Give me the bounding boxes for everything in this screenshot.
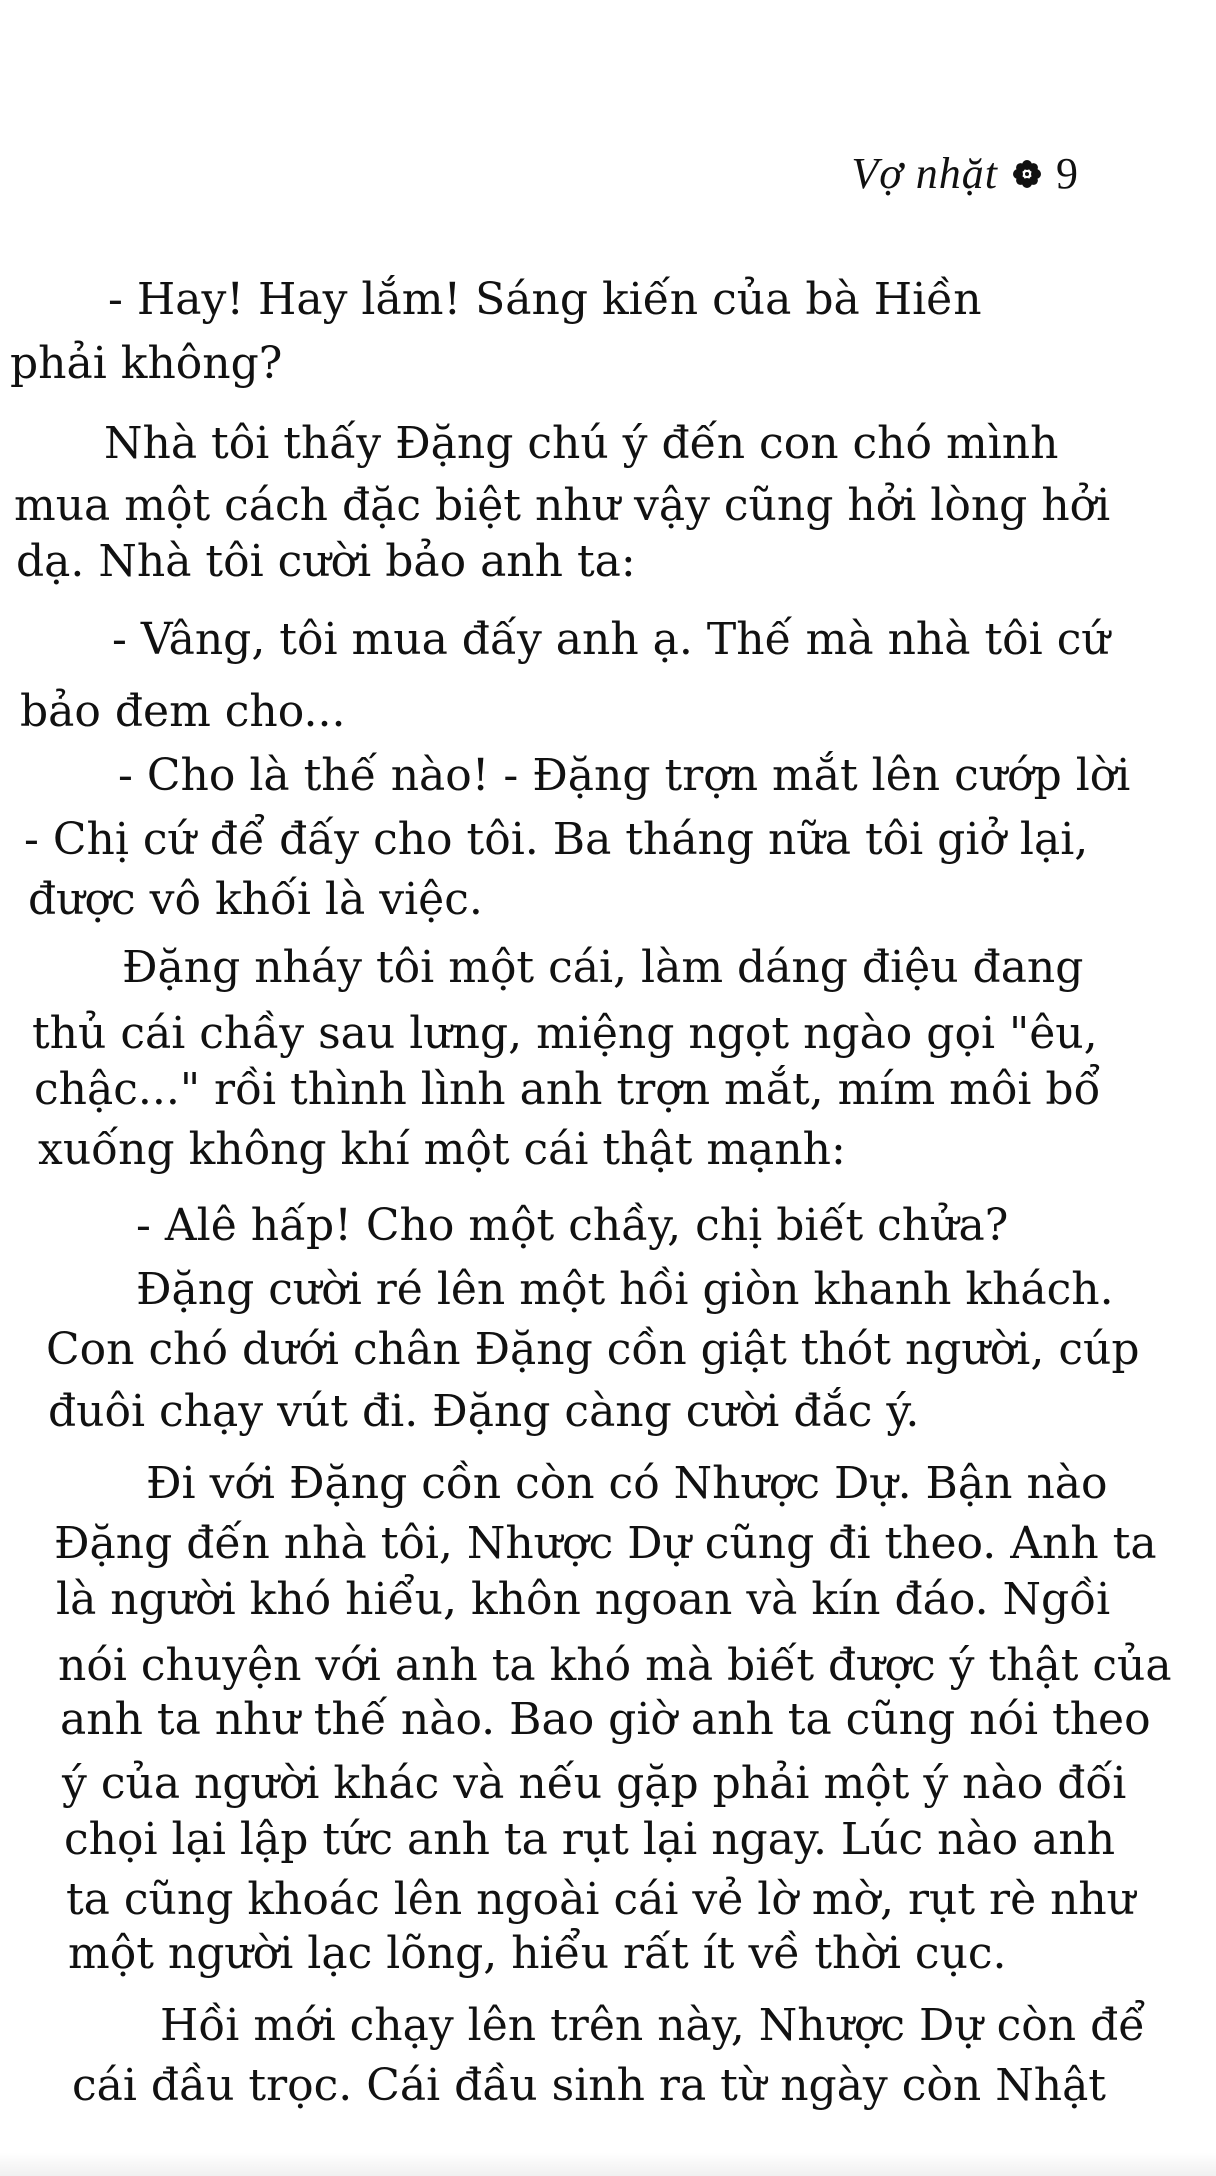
text-line: cái đầu trọc. Cái đầu sinh ra từ ngày còn Nhật <box>72 2060 1106 2111</box>
text-line: - Chị cứ để đấy cho tôi. Ba tháng nữa tôi giở lại, <box>24 814 1089 865</box>
text-line: là người khó hiểu, khôn ngoan và kín đáo. Ngồi <box>56 1574 1111 1625</box>
flower-ornament-icon <box>1012 159 1042 189</box>
text-line: Đặng cười ré lên một hồi giòn khanh khách. <box>136 1264 1114 1315</box>
text-line: Đi với Đặng cồn còn có Nhược Dự. Bận nào <box>146 1458 1108 1509</box>
text-line: thủ cái chầy sau lưng, miệng ngọt ngào gọi "êu, <box>32 1008 1098 1059</box>
text-line: xuống không khí một cái thật mạnh: <box>38 1124 846 1175</box>
text-line: Nhà tôi thấy Đặng chú ý đến con chó mình <box>104 418 1059 469</box>
text-line: chậc..." rồi thình lình anh trợn mắt, mím môi bổ <box>34 1064 1101 1115</box>
text-line: phải không? <box>10 338 283 389</box>
text-line: - Cho là thế nào! - Đặng trợn mắt lên cướp lời <box>118 750 1131 801</box>
text-line: anh ta như thế nào. Bao giờ anh ta cũng nói theo <box>60 1694 1151 1745</box>
text-line: bảo đem cho... <box>20 686 346 737</box>
text-line: mua một cách đặc biệt như vậy cũng hởi lòng hởi <box>14 480 1111 531</box>
text-line: ta cũng khoác lên ngoài cái vẻ lờ mờ, rụt rè như <box>66 1874 1136 1925</box>
text-line: dạ. Nhà tôi cười bảo anh ta: <box>16 536 636 587</box>
text-line: nói chuyện với anh ta khó mà biết được ý thật của <box>58 1640 1172 1691</box>
text-line: một người lạc lõng, hiểu rất ít về thời cục. <box>68 1928 1007 1979</box>
text-line: chọi lại lập tức anh ta rụt lại ngay. Lúc nào anh <box>64 1814 1116 1865</box>
page-number: 9 <box>1056 149 1078 198</box>
page-edge-shadow <box>0 2152 1216 2176</box>
text-line: Đặng đến nhà tôi, Nhược Dự cũng đi theo. Anh ta <box>54 1518 1157 1569</box>
text-line: được vô khối là việc. <box>28 874 483 925</box>
running-header <box>851 148 1078 199</box>
text-line: Đặng nháy tôi một cái, làm dáng điệu đang <box>122 942 1084 993</box>
text-line: - Hay! Hay lắm! Sáng kiến của bà Hiền <box>108 274 982 325</box>
text-line: - Alê hấp! Cho một chầy, chị biết chửa? <box>136 1200 1009 1251</box>
chapter-title: Vợ nhặt <box>851 149 998 198</box>
text-line: ý của người khác và nếu gặp phải một ý nào đối <box>62 1758 1127 1809</box>
text-line: - Vâng, tôi mua đấy anh ạ. Thế mà nhà tôi cứ <box>112 614 1110 665</box>
text-line: Hồi mới chạy lên trên này, Nhược Dự còn để <box>160 2000 1146 2051</box>
text-line: Con chó dưới chân Đặng cồn giật thót người, cúp <box>46 1324 1140 1375</box>
text-line: đuôi chạy vút đi. Đặng càng cười đắc ý. <box>48 1386 920 1437</box>
